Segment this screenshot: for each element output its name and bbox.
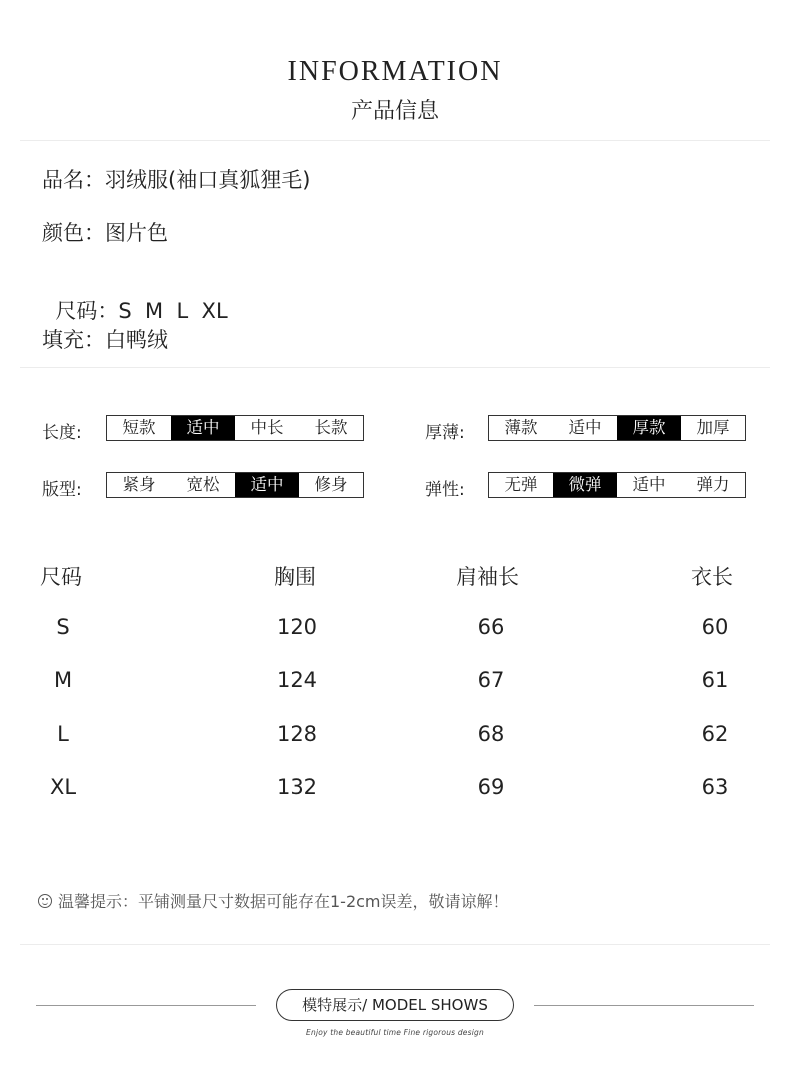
table-cell: 128: [276, 722, 318, 746]
info-label: 颜色：: [42, 221, 105, 245]
table-header-length: 衣长: [691, 565, 733, 589]
table-cell: 61: [701, 668, 729, 692]
rating-option-selected: 微弹: [553, 473, 617, 497]
tip-text: 温馨提示：平铺测量尺寸数据可能存在1-2cm误差，敬请谅解！: [58, 892, 509, 911]
rating-option-selected: 适中: [235, 473, 299, 497]
info-label: 品名：: [42, 168, 105, 192]
table-cell: 120: [276, 615, 318, 639]
model-shows-badge: 模特展示/ MODEL SHOWS: [276, 989, 514, 1021]
divider: [20, 944, 770, 945]
rating-scale-length: [106, 415, 364, 441]
rating-option: 宽松: [186, 475, 220, 494]
table-cell: 68: [477, 722, 505, 746]
table-cell: 124: [276, 668, 318, 692]
rating-option: 无弹: [504, 475, 538, 494]
info-value: 图片色: [105, 221, 168, 245]
table-cell: 66: [477, 615, 505, 639]
title-english: INFORMATION: [287, 56, 503, 87]
rating-scale-elasticity: [488, 472, 746, 498]
table-header-sleeve: 肩袖长: [456, 565, 519, 589]
table-cell: M: [53, 668, 73, 692]
rating-option: 长款: [314, 418, 348, 437]
table-cell: 67: [477, 668, 505, 692]
table-cell: 62: [701, 722, 729, 746]
info-label: 尺码：: [55, 299, 119, 323]
info-value: 羽绒服(袖口真狐狸毛): [105, 168, 311, 192]
rating-label-length: 长度:: [42, 423, 82, 443]
rating-option: 弹力: [696, 475, 730, 494]
table-cell: XL: [49, 775, 77, 799]
rating-scale-fit: [106, 472, 364, 498]
info-value: S M L XL: [118, 299, 228, 323]
rating-option: 加厚: [696, 418, 730, 437]
model-shows-subtitle: Enjoy the beautiful time Fine rigorous design: [306, 1028, 484, 1037]
title-chinese: 产品信息: [350, 99, 439, 124]
table-cell: 60: [701, 615, 729, 639]
rating-option: 薄款: [504, 418, 538, 437]
model-shows-line-right: [534, 1005, 754, 1006]
rating-label-elasticity: 弹性:: [425, 480, 465, 500]
rating-option: 短款: [122, 418, 156, 437]
rating-option: 修身: [314, 475, 348, 494]
rating-option: 中长: [250, 418, 284, 437]
table-cell: S: [56, 615, 70, 639]
table-header-size: 尺码: [40, 565, 82, 589]
info-row-filling: [42, 324, 168, 354]
table-cell: 132: [276, 775, 318, 799]
rating-option-selected: 厚款: [617, 416, 681, 440]
rating-option: 适中: [632, 475, 666, 494]
table-cell: 69: [477, 775, 505, 799]
smiley-icon: [38, 894, 52, 908]
info-row-color: [42, 217, 168, 247]
divider: [20, 367, 770, 368]
table-header-chest: 胸围: [274, 565, 316, 589]
table-cell: L: [57, 722, 69, 746]
rating-scale-thickness: [488, 415, 746, 441]
rating-label-fit: 版型:: [42, 480, 82, 500]
info-row-size: [42, 271, 228, 325]
rating-label-thickness: 厚薄:: [425, 423, 465, 443]
rating-option: 适中: [568, 418, 602, 437]
info-row-name: [42, 164, 310, 194]
divider: [20, 140, 770, 141]
rating-option-selected: 适中: [171, 416, 235, 440]
model-shows-line-left: [36, 1005, 256, 1006]
rating-option: 紧身: [122, 475, 156, 494]
measurement-tip: [38, 889, 509, 912]
table-cell: 63: [701, 775, 729, 799]
info-label: 填充：: [42, 328, 105, 352]
info-value: 白鸭绒: [105, 328, 168, 352]
